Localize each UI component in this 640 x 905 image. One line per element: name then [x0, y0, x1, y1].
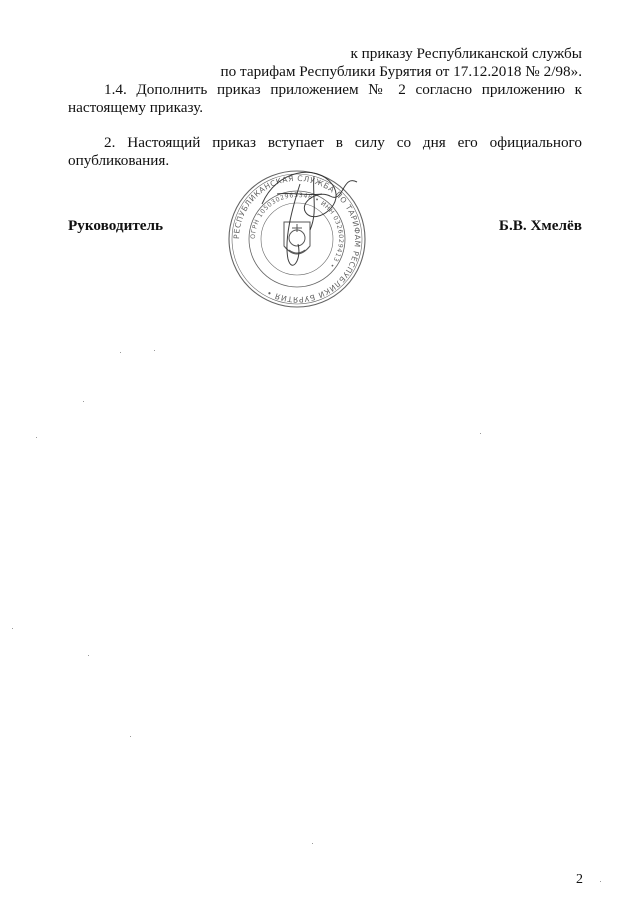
paragraph-2-line-1: 2. Настоящий приказ вступает в силу со дня его официального: [104, 134, 582, 151]
scan-speck: [83, 401, 84, 402]
paragraph-1-4-line-2: настоящему приказу.: [68, 99, 204, 116]
scan-speck: [36, 437, 37, 438]
paragraph-2-line-2: опубликования.: [68, 152, 170, 169]
scan-speck: [120, 352, 121, 353]
scan-speck: [312, 843, 313, 844]
svg-text:РЕСПУБЛИКАНСКАЯ СЛУЖБА ПО ТАРИ: РЕСПУБЛИКАНСКАЯ СЛУЖБА ПО ТАРИФАМ РЕСПУБЛИКИ БУРЯТИЯ •: [231, 173, 363, 305]
scan-speck: [12, 628, 13, 629]
page-number: 2: [576, 872, 583, 887]
svg-text:ОГРН 1050302963346 • ИНН 03260: ОГРН 1050302963346 • ИНН 0326029413 •: [249, 191, 345, 270]
stamp-graphic: [229, 171, 365, 307]
scan-speck: [88, 655, 89, 656]
signatory-title: Руководитель: [68, 217, 164, 234]
header-line-2: по тарифам Республики Бурятия от 17.12.2018 № 2/98».: [220, 63, 582, 80]
paragraph-1-4-line-1: 1.4. Дополнить приказ приложением № 2 согласно приложению к: [104, 81, 582, 98]
signatory-name: Б.В. Хмелёв: [498, 217, 582, 234]
official-stamp-seal: [222, 164, 372, 314]
header-line-1: к приказу Республиканской службы: [350, 45, 582, 62]
scan-speck: [130, 736, 131, 737]
scan-speck: [600, 881, 601, 882]
scan-speck: [480, 433, 481, 434]
scan-speck: [154, 350, 155, 351]
